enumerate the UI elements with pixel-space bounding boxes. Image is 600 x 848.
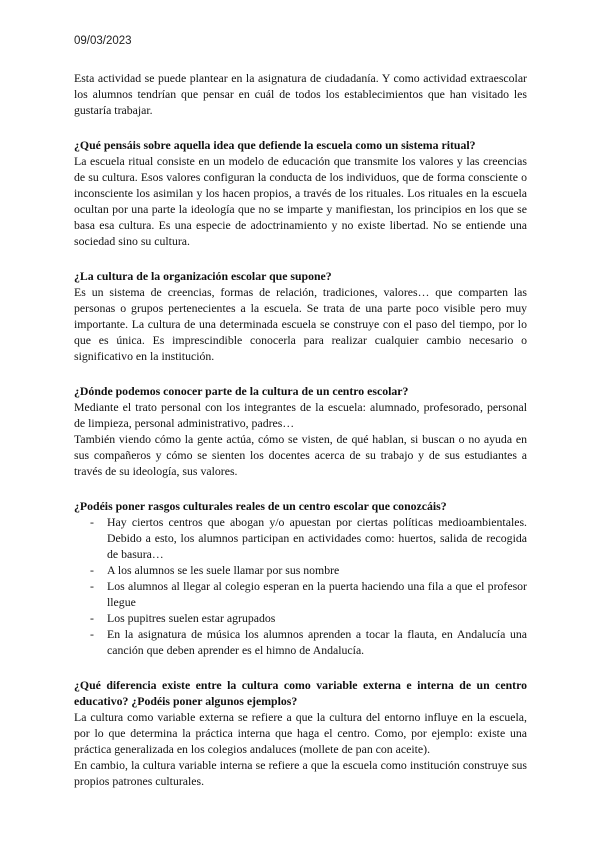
bullet-marker: -: [90, 563, 94, 577]
list-item: - Los alumnos al llegar al colegio esperan en la puerta haciendo una fila a que el profesor llegue: [90, 579, 527, 609]
document-date: 09/03/2023: [74, 35, 132, 47]
bullet-marker: -: [90, 579, 94, 593]
bullet-marker: -: [90, 611, 94, 625]
answer-paragraph: La cultura como variable externa se refiere a que la cultura del entorno influye en la escuela, por lo que determina la práctica interna que haga el centro. Como, por ejemplo: existe una práctica generalizada en los colegios andaluces (mollete de pan con aceite).: [74, 710, 527, 756]
section-external-internal: [74, 677, 527, 789]
question-heading: ¿Podéis poner rasgos culturales reales de un centro escolar que conozcáis?: [74, 499, 447, 513]
list-item: - Hay ciertos centros que abogan y/o apuestan por ciertas políticas medioambientales. Debido a esto, los alumnos participan en actividades como: huertos, salida de recogida de basura…: [90, 515, 527, 561]
answer-paragraph: La escuela ritual consiste en un modelo de educación que transmite los valores y las creencias de su cultura. Esos valores configuran la conducta de los individuos, que de forma consciente o inconsciente los asimilan y los hacen propios, a través de los rituales. Los rituales en la escuela ocultan por una parte la ideología que no se imparte y manifiestan, los principios en los que se basa esa cultura. Es una especie de adoctrinamiento y no existe libertad. No se entiende una sociedad sino su cultura.: [74, 154, 527, 248]
section-ritual: [74, 137, 527, 249]
question-heading: ¿Qué diferencia existe entre la cultura como variable externa e interna de un centro educativo? ¿Podéis poner algunos ejemplos?: [74, 678, 527, 708]
question-heading: ¿La cultura de la organización escolar que supone?: [74, 269, 332, 283]
question-heading: ¿Qué pensáis sobre aquella idea que defiende la escuela como un sistema ritual?: [74, 138, 476, 152]
answer-paragraph: En cambio, la cultura variable interna se refiere a que la escuela como institución construye sus propios patrones culturales.: [74, 758, 527, 788]
list-item: - Los pupitres suelen estar agrupados: [90, 611, 276, 625]
list-item: - En la asignatura de música los alumnos aprenden a tocar la flauta, en Andalucía una canción que deben aprender es el himno de Andalucía.: [90, 627, 527, 657]
intro-paragraph: Esta actividad se puede plantear en la asignatura de ciudadanía. Y como actividad extraescolar los alumnos tendrían que pensar en cuál de todos los establecimientos que han visitado les gustaría trabajar.: [74, 71, 527, 117]
list-item: - A los alumnos se les suele llamar por sus nombre: [90, 563, 340, 577]
answer-paragraph: También viendo cómo la gente actúa, cómo se visten, de qué hablan, si buscan o no ayuda en sus compañeros y cómo se sienten los docentes acerca de su trabajo y de sus estudiantes a través de su ideología, sus valores.: [74, 432, 527, 478]
section-where-to-know: [74, 383, 527, 479]
answer-paragraph: Mediante el trato personal con los integrantes de la escuela: alumnado, profesorado, personal de limpieza, personal administrativo, padres…: [74, 400, 527, 430]
question-heading: ¿Dónde podemos conocer parte de la cultura de un centro escolar?: [74, 384, 409, 398]
traits-list: [74, 514, 527, 658]
document-body: [74, 70, 527, 789]
section-organization-culture: [74, 268, 527, 364]
section-cultural-traits: [74, 498, 527, 658]
answer-paragraph: Es un sistema de creencias, formas de relación, tradiciones, valores… que comparten las personas o grupos pertenecientes a la escuela. Se trata de una parte poco visible pero muy importante. La cultura de una determinada escuela se construye con el paso del tiempo, por lo que es única. Es imprescindible conocerla para realizar cualquier cambio necesario o significativo en la institución.: [74, 285, 527, 363]
bullet-marker: -: [90, 627, 94, 641]
bullet-marker: -: [90, 515, 94, 529]
